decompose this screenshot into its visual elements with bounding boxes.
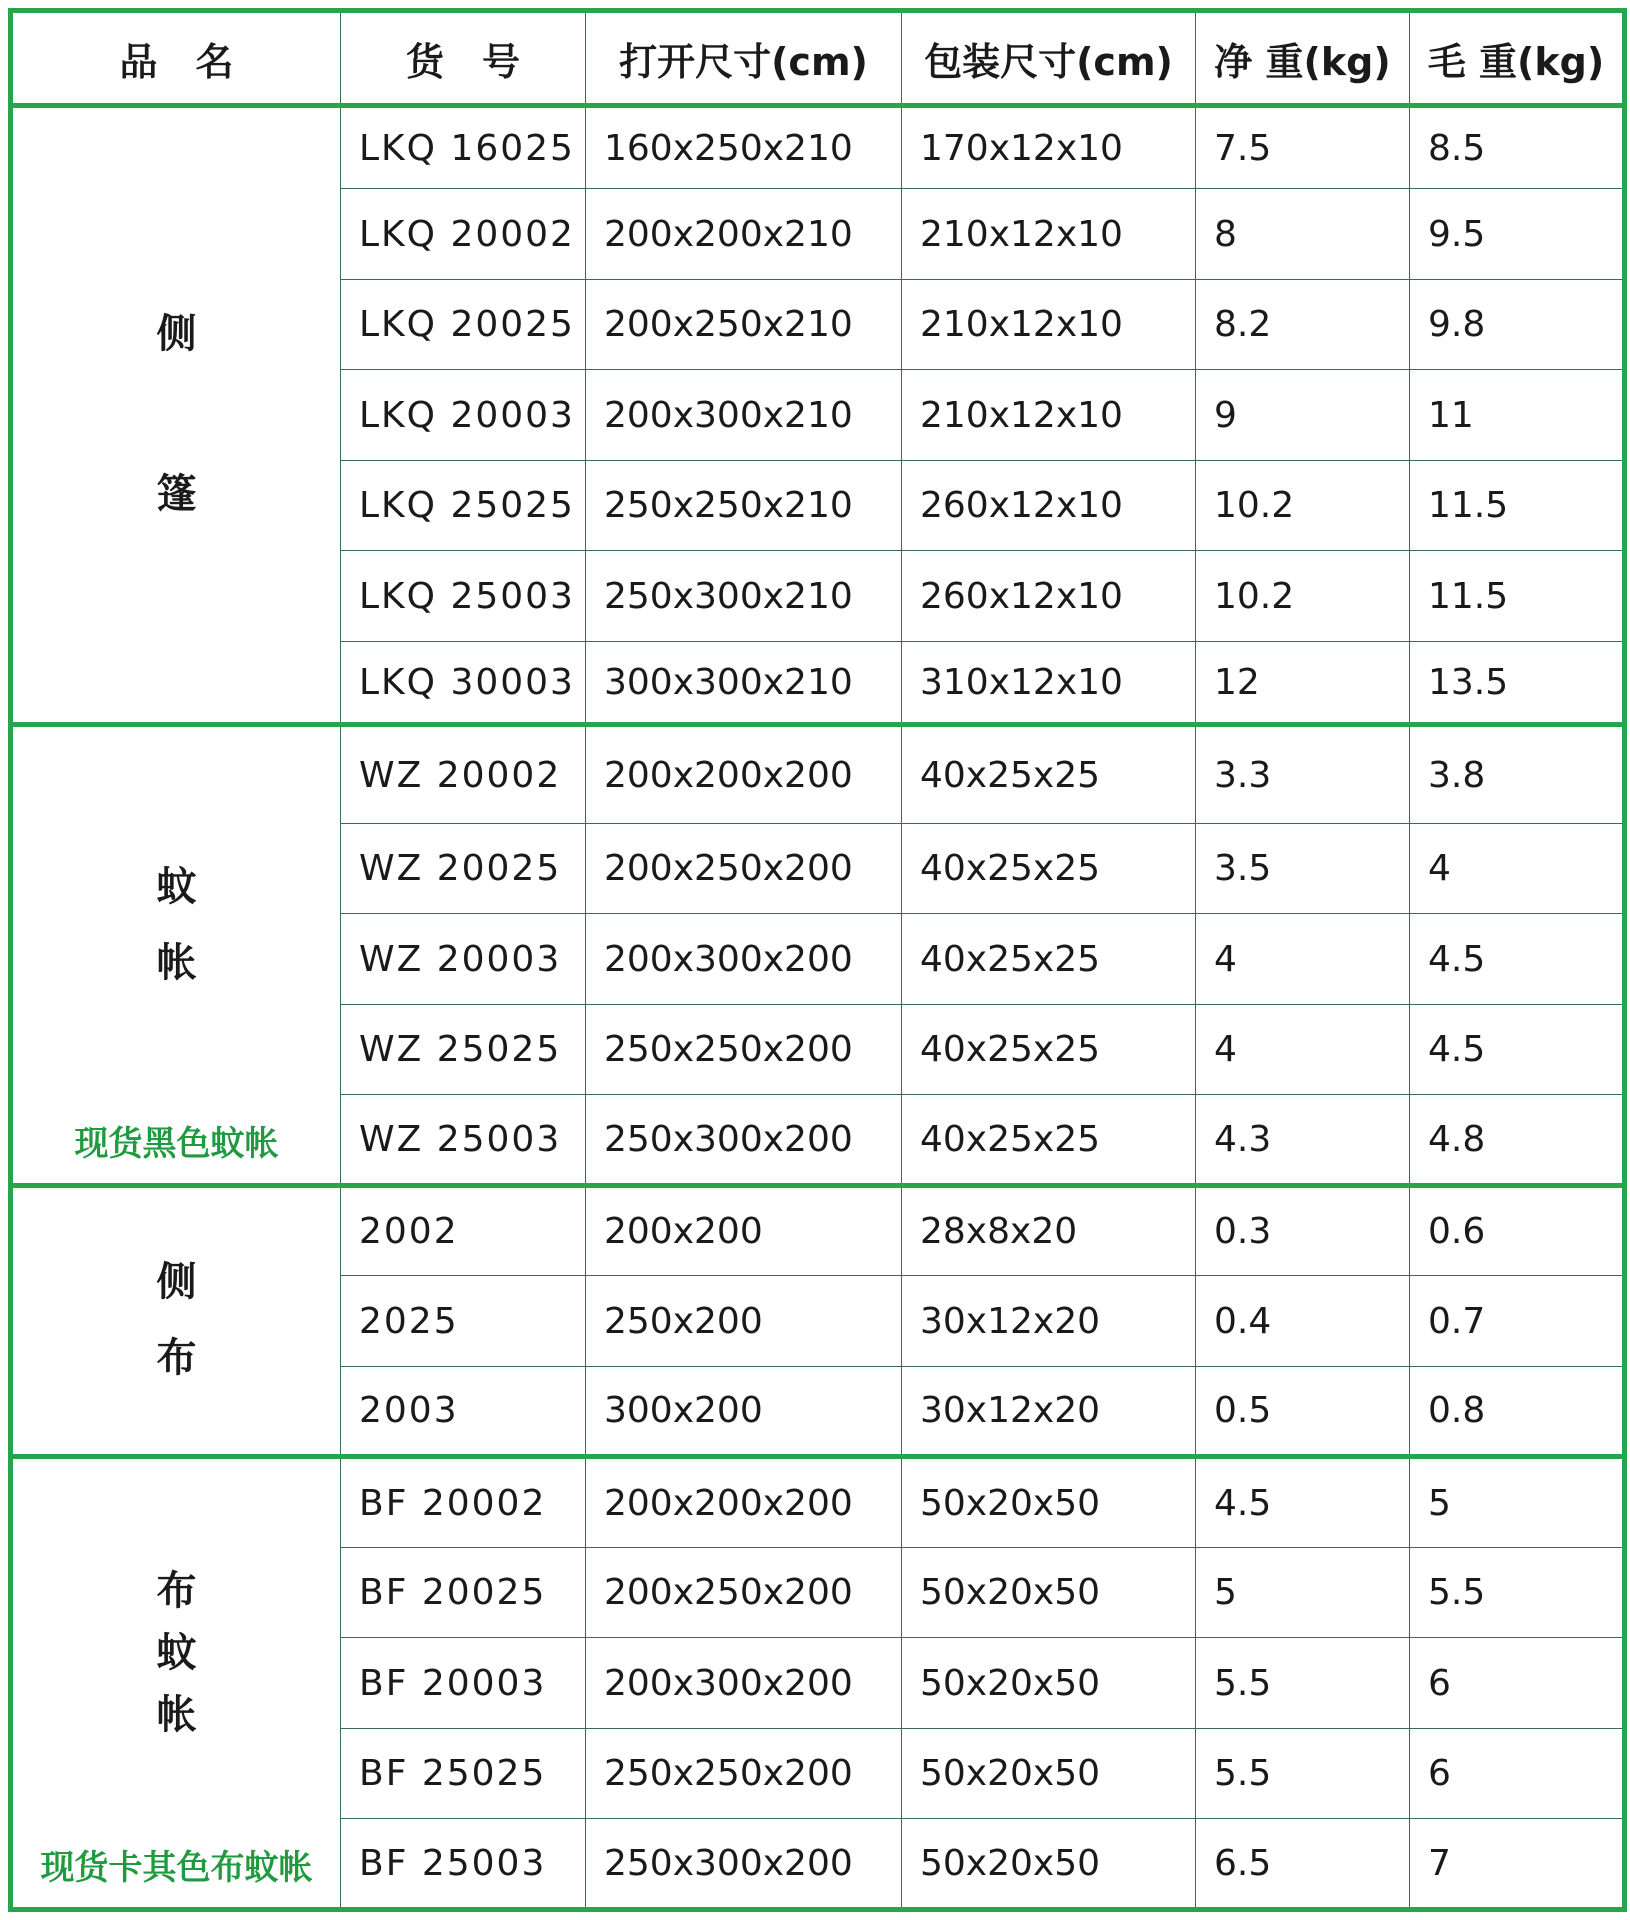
item-code-cell: WZ 20025 [341,823,586,914]
item-code-cell: BF 20025 [341,1547,586,1638]
item-code-cell: 2002 [341,1185,586,1276]
item-code-cell: LKQ 20003 [341,370,586,461]
item-code-cell: WZ 20002 [341,725,586,824]
item-code-cell: BF 20003 [341,1638,586,1729]
net-weight-cell: 5.5 [1196,1728,1410,1819]
net-weight-cell: 0.3 [1196,1185,1410,1276]
gross-weight-cell: 11.5 [1410,460,1625,551]
item-code-cell: BF 25025 [341,1728,586,1819]
category-name-char: 布 [156,1335,197,1382]
category-cell [11,1457,341,1910]
category-name-char: 篷 [156,471,197,518]
open-size-cell: 250x200 [586,1276,902,1367]
gross-weight-cell: 4.5 [1410,914,1625,1005]
item-code-cell: WZ 20003 [341,914,586,1005]
pack-size-cell: 40x25x25 [902,1095,1196,1186]
category-cell [11,106,341,725]
net-weight-cell: 5 [1196,1547,1410,1638]
product-spec-table [8,8,1627,1912]
pack-size-cell: 50x20x50 [902,1638,1196,1729]
open-size-cell: 250x300x200 [586,1095,902,1186]
open-size-cell: 250x250x200 [586,1004,902,1095]
stock-note: 现货卡其色布蚊帐 [40,1848,313,1888]
pack-size-cell: 40x25x25 [902,914,1196,1005]
gross-weight-cell: 8.5 [1410,106,1625,189]
net-weight-cell: 6.5 [1196,1819,1410,1910]
net-weight-cell: 12 [1196,641,1410,724]
open-size-cell: 200x300x200 [586,1638,902,1729]
open-size-cell: 200x250x200 [586,1547,902,1638]
open-size-cell: 300x300x210 [586,641,902,724]
gross-weight-cell: 3.8 [1410,725,1625,824]
gross-weight-cell: 0.8 [1410,1366,1625,1457]
category-name-char: 侧 [156,311,197,358]
net-weight-cell: 0.4 [1196,1276,1410,1367]
open-size-cell: 200x200 [586,1185,902,1276]
net-weight-cell: 4 [1196,914,1410,1005]
category-name-char: 帐 [156,940,197,987]
open-size-cell: 250x250x200 [586,1728,902,1819]
category-name [156,1259,197,1382]
header-product-name: 品 名 [11,11,341,106]
category-name-char: 蚊 [156,864,197,911]
pack-size-cell: 210x12x10 [902,189,1196,280]
net-weight-cell: 4.3 [1196,1095,1410,1186]
table-body [11,106,1625,1910]
category-name [156,864,197,987]
item-code-cell: 2003 [341,1366,586,1457]
gross-weight-cell: 7 [1410,1819,1625,1910]
open-size-cell: 250x300x200 [586,1819,902,1910]
pack-size-cell: 28x8x20 [902,1185,1196,1276]
header-item-code: 货 号 [341,11,586,106]
pack-size-cell: 50x20x50 [902,1728,1196,1819]
category-name-char: 侧 [156,1259,197,1306]
item-code-cell: WZ 25003 [341,1095,586,1186]
category-name-char: 蚊 [156,1630,197,1677]
gross-weight-cell: 9.5 [1410,189,1625,280]
net-weight-cell: 8.2 [1196,279,1410,370]
pack-size-cell: 50x20x50 [902,1819,1196,1910]
pack-size-cell: 30x12x20 [902,1366,1196,1457]
pack-size-cell: 210x12x10 [902,279,1196,370]
gross-weight-cell: 13.5 [1410,641,1625,724]
pack-size-cell: 170x12x10 [902,106,1196,189]
header-row [11,11,1625,106]
header-pack-size: 包装尺寸(cm) [902,11,1196,106]
open-size-cell: 200x200x210 [586,189,902,280]
open-size-cell: 200x200x200 [586,1457,902,1548]
header-net-weight: 净 重(kg) [1196,11,1410,106]
gross-weight-cell: 5 [1410,1457,1625,1548]
item-code-cell: 2025 [341,1276,586,1367]
stock-note: 现货黑色蚊帐 [74,1123,279,1164]
pack-size-cell: 50x20x50 [902,1547,1196,1638]
header-open-size: 打开尺寸(cm) [586,11,902,106]
header-gross-weight: 毛 重(kg) [1410,11,1625,106]
table-row [11,1185,1625,1276]
open-size-cell: 200x200x200 [586,725,902,824]
net-weight-cell: 10.2 [1196,460,1410,551]
gross-weight-cell: 0.6 [1410,1185,1625,1276]
net-weight-cell: 0.5 [1196,1366,1410,1457]
gross-weight-cell: 4.5 [1410,1004,1625,1095]
pack-size-cell: 30x12x20 [902,1276,1196,1367]
pack-size-cell: 40x25x25 [902,823,1196,914]
gross-weight-cell: 4 [1410,823,1625,914]
open-size-cell: 250x250x210 [586,460,902,551]
net-weight-cell: 9 [1196,370,1410,461]
open-size-cell: 160x250x210 [586,106,902,189]
item-code-cell: LKQ 20025 [341,279,586,370]
table-row [11,106,1625,189]
gross-weight-cell: 6 [1410,1728,1625,1819]
net-weight-cell: 4.5 [1196,1457,1410,1548]
pack-size-cell: 260x12x10 [902,551,1196,642]
gross-weight-cell: 6 [1410,1638,1625,1729]
gross-weight-cell: 0.7 [1410,1276,1625,1367]
open-size-cell: 300x200 [586,1366,902,1457]
pack-size-cell: 260x12x10 [902,460,1196,551]
category-name [156,311,197,518]
gross-weight-cell: 11 [1410,370,1625,461]
category-name-char: 布 [156,1568,197,1615]
net-weight-cell: 3.5 [1196,823,1410,914]
pack-size-cell: 50x20x50 [902,1457,1196,1548]
net-weight-cell: 5.5 [1196,1638,1410,1729]
table-row [11,725,1625,824]
item-code-cell: BF 20002 [341,1457,586,1548]
net-weight-cell: 10.2 [1196,551,1410,642]
open-size-cell: 200x250x210 [586,279,902,370]
net-weight-cell: 8 [1196,189,1410,280]
gross-weight-cell: 5.5 [1410,1547,1625,1638]
open-size-cell: 200x250x200 [586,823,902,914]
category-cell [11,725,341,1186]
pack-size-cell: 40x25x25 [902,1004,1196,1095]
net-weight-cell: 7.5 [1196,106,1410,189]
item-code-cell: BF 25003 [341,1819,586,1910]
table-row [11,1457,1625,1548]
category-cell [11,1185,341,1457]
item-code-cell: LKQ 25003 [341,551,586,642]
gross-weight-cell: 4.8 [1410,1095,1625,1186]
item-code-cell: LKQ 16025 [341,106,586,189]
pack-size-cell: 40x25x25 [902,725,1196,824]
item-code-cell: WZ 25025 [341,1004,586,1095]
open-size-cell: 200x300x210 [586,370,902,461]
open-size-cell: 250x300x210 [586,551,902,642]
pack-size-cell: 210x12x10 [902,370,1196,461]
net-weight-cell: 4 [1196,1004,1410,1095]
pack-size-cell: 310x12x10 [902,641,1196,724]
category-name [156,1568,197,1739]
item-code-cell: LKQ 25025 [341,460,586,551]
gross-weight-cell: 11.5 [1410,551,1625,642]
item-code-cell: LKQ 20002 [341,189,586,280]
gross-weight-cell: 9.8 [1410,279,1625,370]
net-weight-cell: 3.3 [1196,725,1410,824]
category-name-char: 帐 [156,1692,197,1739]
item-code-cell: LKQ 30003 [341,641,586,724]
open-size-cell: 200x300x200 [586,914,902,1005]
